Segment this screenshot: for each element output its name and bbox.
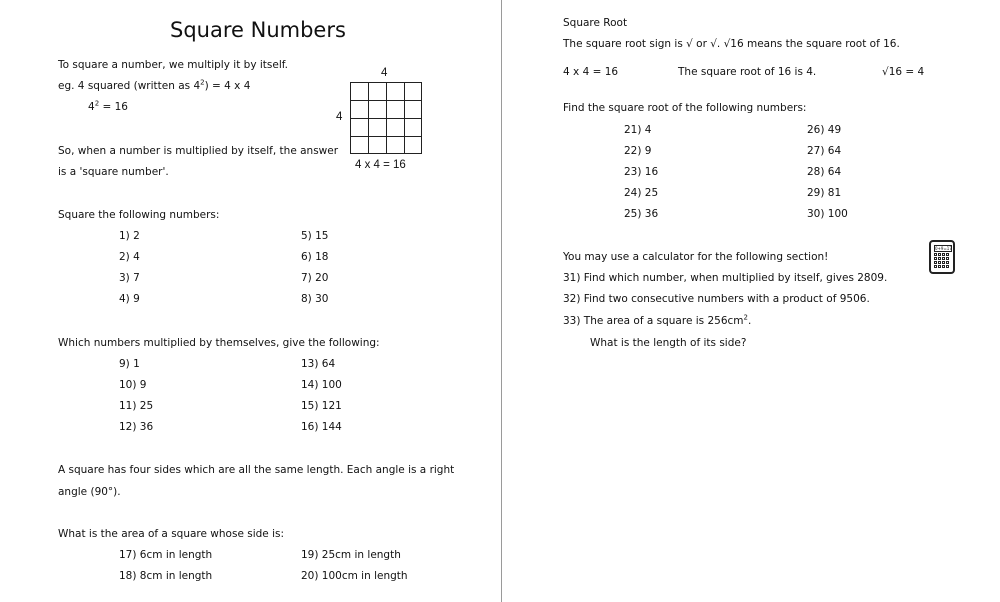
square-fact-text-1: A square has four sides which are all the same length. Each angle is a right [58, 464, 455, 476]
list-item: 24) 25 [624, 187, 659, 199]
equation-1: 4 x 4 = 16 [563, 66, 619, 78]
list-item: 19) 25cm in length [301, 549, 401, 561]
list-item: 18) 8cm in length [119, 570, 213, 582]
list-item: 10) 9 [119, 379, 147, 391]
example-result-rest: = 16 [99, 101, 128, 113]
list-item: 28) 64 [807, 166, 842, 178]
list-item: 2) 4 [119, 251, 140, 263]
list-item: 6) 18 [301, 251, 329, 263]
list-item: 20) 100cm in length [301, 570, 408, 582]
list-item: 22) 9 [624, 145, 652, 157]
grid-top-label: 4 [381, 67, 388, 79]
list-item: 23) 16 [624, 166, 659, 178]
section2-heading: Which numbers multiplied by themselves, give the following: [58, 337, 380, 349]
question-33-followup: What is the length of its side? [590, 337, 747, 349]
square-root-heading: Square Root [563, 17, 628, 29]
list-item: 25) 36 [624, 208, 659, 220]
list-item: 3) 7 [119, 272, 140, 284]
list-item: 26) 49 [807, 124, 842, 136]
question-33-exponent: 2 [743, 313, 748, 322]
example-exponent: 2 [200, 78, 205, 87]
example-suffix: ) = 4 x 4 [204, 80, 251, 92]
question-33-prefix: 33) The area of a square is 256cm [563, 315, 744, 327]
list-item: 7) 20 [301, 272, 329, 284]
question-31: 31) Find which number, when multiplied by itself, gives 2809. [563, 272, 888, 284]
list-item: 4) 9 [119, 293, 140, 305]
list-item: 14) 100 [301, 379, 342, 391]
list-item: 9) 1 [119, 358, 140, 370]
list-item: 16) 144 [301, 421, 342, 433]
square-number-text-2: is a 'square number'. [58, 166, 169, 178]
example-result-exponent: 2 [94, 99, 100, 108]
calculator-icon [929, 240, 955, 274]
example-result [88, 101, 128, 113]
page-title: Square Numbers [170, 18, 346, 42]
example-prefix: eg. 4 squared (written as 4 [58, 80, 201, 92]
equation-2: The square root of 16 is 4. [678, 66, 817, 78]
equation-3: √16 = 4 [882, 66, 925, 78]
section3-heading: What is the area of a square whose side is: [58, 528, 285, 540]
list-item: 1) 2 [119, 230, 140, 242]
list-item: 30) 100 [807, 208, 848, 220]
square-number-text-1: So, when a number is multiplied by itself, the answer [58, 145, 339, 157]
list-item: 8) 30 [301, 293, 329, 305]
list-item: 29) 81 [807, 187, 842, 199]
section1-heading: Square the following numbers: [58, 209, 220, 221]
list-item: 11) 25 [119, 400, 154, 412]
list-item: 27) 64 [807, 145, 842, 157]
intro-text: To square a number, we multiply it by itself. [58, 59, 289, 71]
question-33 [563, 315, 751, 327]
list-item: 5) 15 [301, 230, 329, 242]
calculator-keys [934, 253, 950, 268]
list-item: 15) 121 [301, 400, 342, 412]
list-item: 21) 4 [624, 124, 652, 136]
calculator-section-heading: You may use a calculator for the following section! [563, 251, 829, 263]
question-33-suffix: . [748, 315, 752, 327]
question-32: 32) Find two consecutive numbers with a product of 9506. [563, 293, 870, 305]
list-item: 17) 6cm in length [119, 549, 213, 561]
square-root-sign-text: The square root sign is √ or √. √16 means the square root of 16. [563, 38, 900, 50]
find-root-heading: Find the square root of the following numbers: [563, 102, 807, 114]
grid-4x4-figure [350, 82, 422, 154]
list-item: 13) 64 [301, 358, 336, 370]
grid-side-label: 4 [336, 111, 343, 123]
page-divider [501, 0, 502, 602]
example-line [58, 80, 250, 92]
example-result-base: 4 [88, 101, 95, 113]
list-item: 12) 36 [119, 421, 154, 433]
square-fact-text-2: angle (90°). [58, 486, 121, 498]
grid-caption: 4 x 4 = 16 [355, 159, 406, 171]
calculator-screen: 0+9=17 [935, 246, 952, 251]
